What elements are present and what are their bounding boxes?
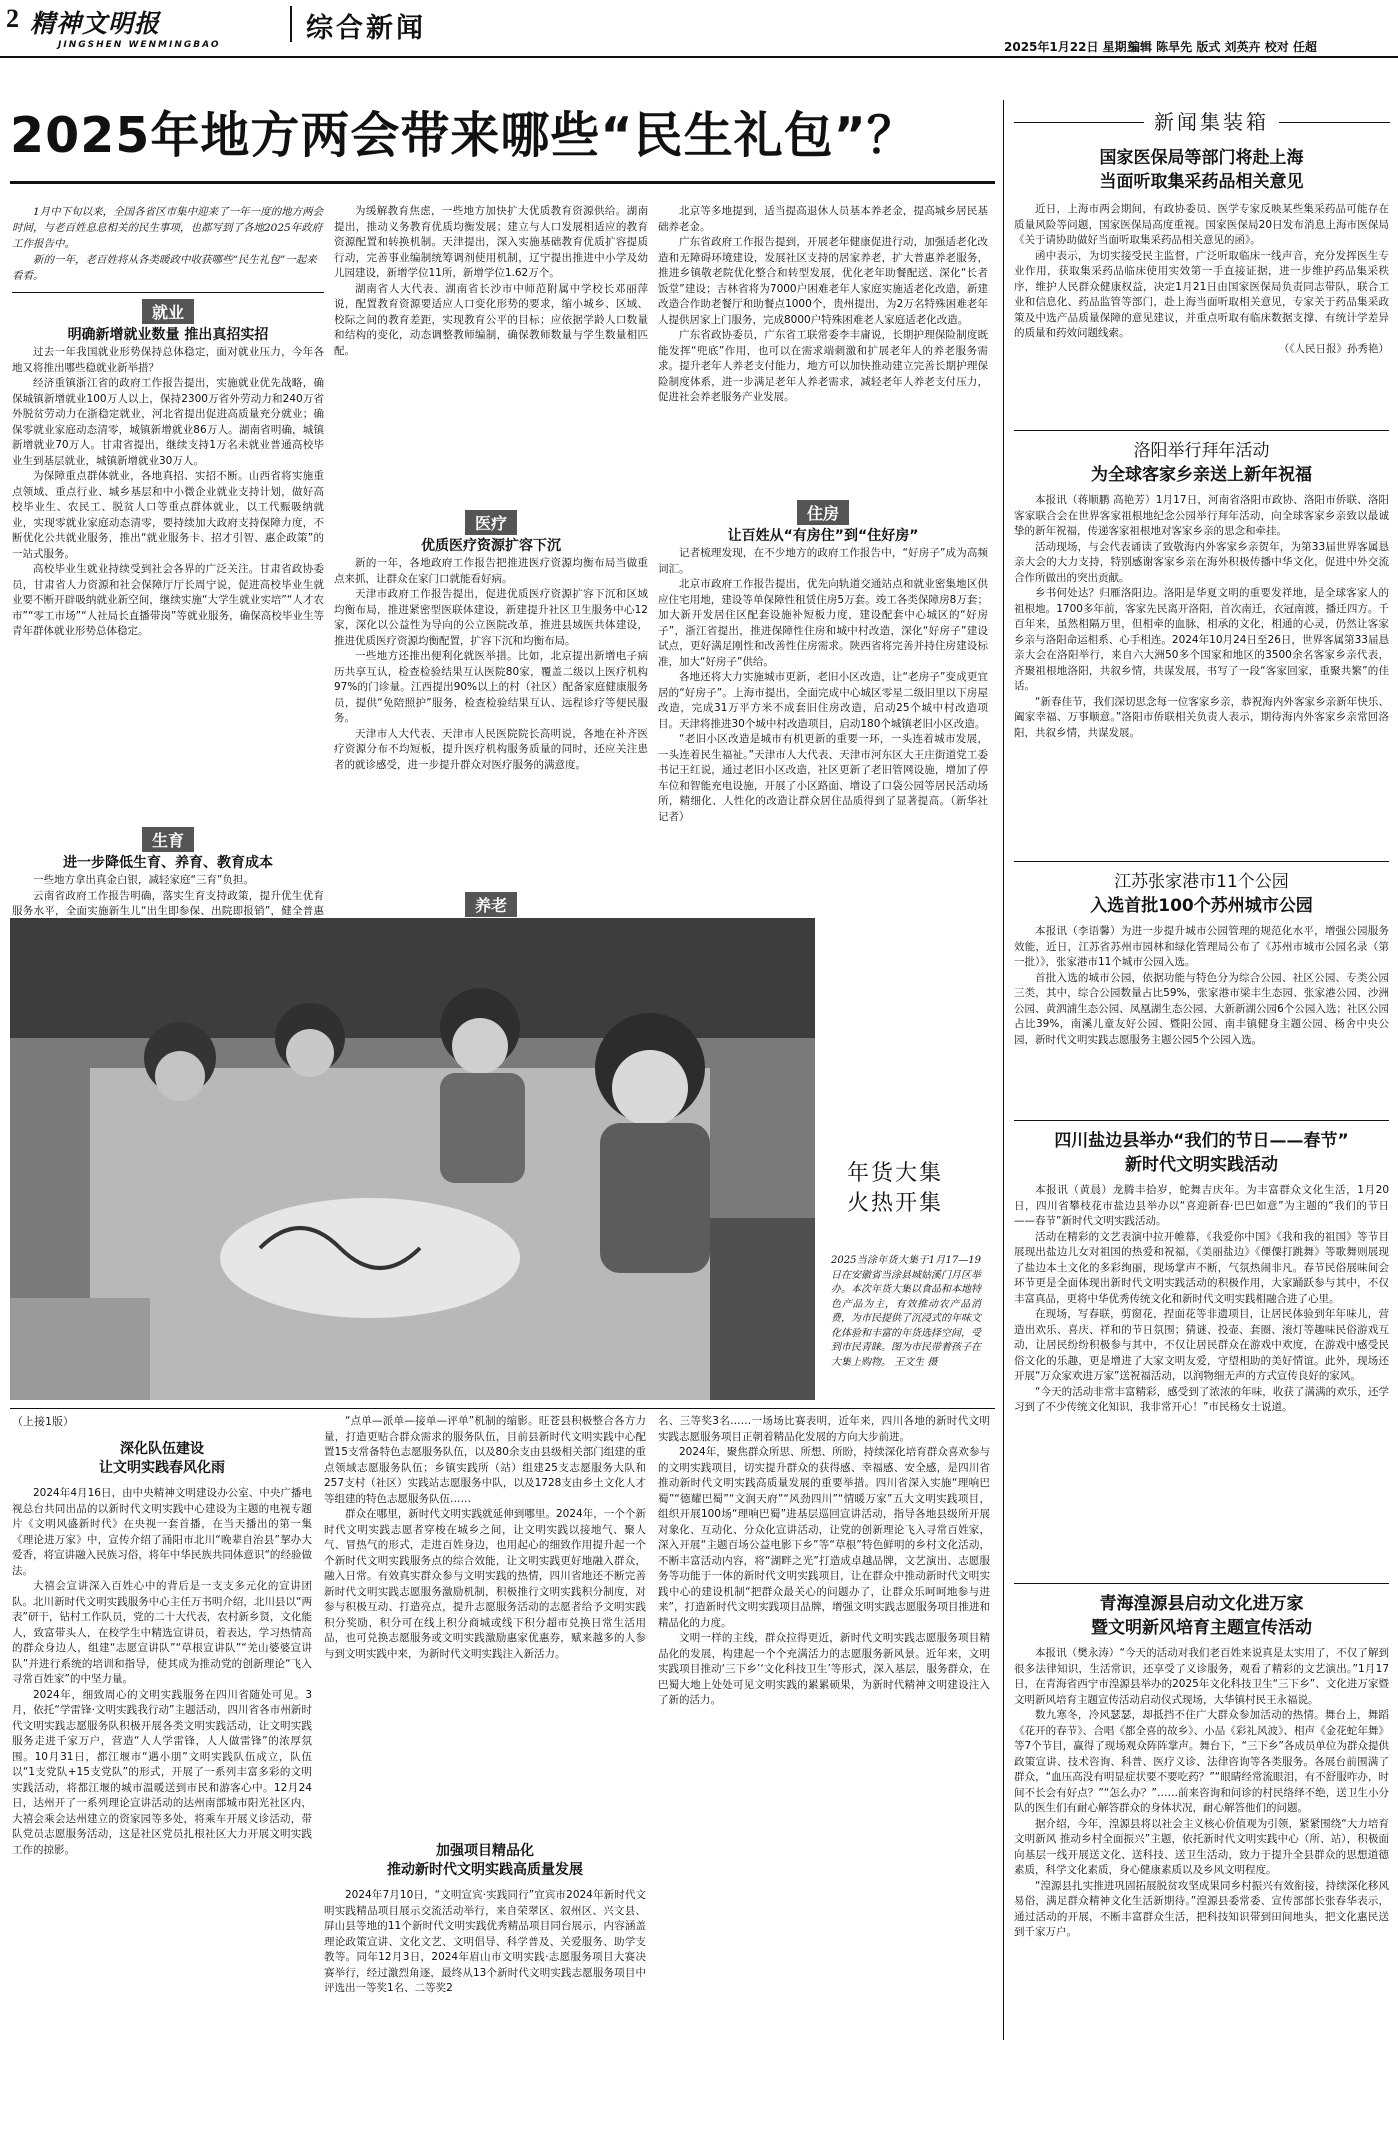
- medical-para-2: 天津市政府工作报告提出，促进优质医疗资源扩容下沉和区域均衡布局，推进紧密型医联体建设，新建提升社区卫生服务中心12家，深化以公益性为导向的公立医院改革，推进县域医共体建设，推进优质医疗资源均衡配置，扩容下沉和均衡布局。: [334, 588, 648, 647]
- medical-para-4: 天津市人大代表、天津市人民医院院长高明说，各地在补齐医疗资源分布不均短板，提升医疗机构服务质量的同时，还应关注患者的就诊感受，进一步提升群众对医疗服务的满意度。: [334, 727, 648, 771]
- subtitle-housing: 让百姓从“有房住”到“住好房”: [727, 528, 919, 544]
- photo-title-2: 火热开集: [846, 1191, 943, 1216]
- sidebar-item-1-para-3: （《人民日报》孙秀艳）: [1278, 342, 1389, 355]
- sidebar-item-2-para-3: 乡书何处达？归雁洛阳边。洛阳是华夏文明的重要发祥地，是全球客家人的祖根地。1700多年前，客家先民离开洛阳，首次南迁，衣冠南渡，播迁四方。千百年来，虽然相隔万里，但相牵的血脉，相承的文化，相通的心灵，仍然让客家乡亲与洛阳命运相系、心手相连。2024年10月24日至26日，世界客属第33届恳亲大会在洛阳举行，来自六大洲50多个国家和地区的3500余名客家乡亲代表，齐聚祖根地洛阳，共叙乡情，共谋发展，书写了一段“客家回家，重聚共繁”的佳话。: [1014, 587, 1389, 692]
- column-2: [334, 204, 648, 998]
- continued-subtitle-2b: 推动新时代文明实践高质量发展: [387, 1862, 583, 1878]
- sidebar-item-5-title-b: 暨文明新风培育主题宣传活动: [1091, 1618, 1312, 1638]
- sidebar-item-4-para-4: “今天的活动非常丰富精彩，感受到了浓浓的年味，收获了满满的欢乐，还学习到了不少传统文化知识，我非常开心！”市民杨女士说道。: [1014, 1385, 1389, 1413]
- continued-c3-para-2: 2024年，聚焦群众所思、所想、所盼，持续深化培育群众喜欢参与的文明实践项目，切实提升群众的获得感、幸福感、安全感，是四川省推动新时代文明实践高质量发展的重要举措。四川省深入实施“理响巴蜀”“德耀巴蜀”“文润天府”“风劲四川”“情暖万家”五大文明实践项目，组织开展100场“理响巴蜀”进基层巡回宣讲活动，指导各地县级所开展对象化、互动化、分众化宣讲活动，让党的创新理论飞入寻常百姓家，深入开展“主题百场公益电影下乡”等“草根”特色鲜明的乡村文化活动，不断丰富活动内容，将“湖畔之光”打造成卓越品牌，文艺演出、志愿服务等功能于一体的新时代文明实践项目，让在群众中推动新时代文明实践中心的建设机制“把群众最关心的问题办了，让群众乐呵呵地参与进来”，打造新时代文明实践项目品牌，增强文明实践志愿服务项目推进和精品化的力度。: [658, 1446, 990, 1629]
- continued-col-2: [324, 1414, 646, 2038]
- tag-employment: 就业: [142, 299, 194, 324]
- sidebar-item-2-para-4: “新春佳节，我们深切思念每一位客家乡亲，恭祝海内外客家乡亲新年快乐、阖家幸福、万事顺意。”洛阳市侨联相关负责人表示，期待海内外客家乡亲常回洛阳，共叙乡情，共谋发展。: [1014, 695, 1389, 739]
- childcare-para-1: 一些地方拿出真金白银，减轻家庭“三育”负担。: [33, 874, 254, 886]
- photo-caption-box: [815, 918, 995, 1400]
- sidebar-item-3-para-1: 本报讯（李语馨）为进一步提升城市公园管理的规范化水平，增强公园服务效能，近日，江苏省苏州市园林和绿化管理局公布了《苏州市城市公园名录（第一批）》，张家港市11个城市公园入选。: [1014, 925, 1389, 968]
- lead-para-1: 1月中下旬以来，全国各省区市集中迎来了一年一度的地方两会时间，与老百姓息息相关的民生事项，也都写到了各地2025年政府工作报告中。: [12, 206, 324, 250]
- employment-para-1: 过去一年我国就业形势保持总体稳定，面对就业压力，今年各地又将推出哪些稳就业新举措？: [12, 346, 324, 374]
- sidebar-item-4-title-a: 四川盐边县举办“我们的节日——春节”: [1054, 1131, 1349, 1151]
- subtitle-childcare: 进一步降低生育、养育、教育成本: [63, 855, 273, 871]
- page-number: 2: [6, 4, 19, 33]
- continued-subtitle-1b: 让文明实践春风化雨: [99, 1460, 225, 1476]
- continued-c1-para-3: 2024年，细致周心的文明实践服务在四川省随处可见。3月，依托“学雷锋·文明实践我行动”主题活动，四川省各市州新时代文明实践志愿服务队积极开展各类文明实践活动，让文明实践服务走进千家万户，营造“人人学雷锋，人人做雷锋”的浓厚氛围。10月31日，都江堰市“遇小朋”文明实践队伍成立，队伍以“1支党队+15支党队”的形式，开展了一系列丰富多彩的文明实践活动，将都江堰的城市温暖送到市民和游客心中。12月24日，达州开了一系列理论宣讲活动的达州南部城市阳光社区内，大禧会乘会达州建立的资家园等多处，将乘车开展义诊活动，带队党员志愿服务活动，这是社区党员扎根社区大力开展文明实践工作的掠影。: [12, 1688, 312, 1856]
- lead-para-2: 新的一年，老百姓将从各类暖政中收获哪些“民生礼包”一起来看看。: [12, 254, 317, 282]
- elderly-para-2: 北京等多地提到，适当提高退休人员基本养老金，提高城乡居民基础养老金。: [658, 205, 988, 233]
- headline-rule: [10, 181, 995, 184]
- continued-c3-para-1: 名、三等奖3名……一场场比赛表明，近年来，四川各地的新时代文明实践志愿服务项目正朝着精品化发展的方向大步前进。: [658, 1415, 990, 1443]
- employment-para-2: 经济重镇浙江省的政府工作报告提出，实施就业优先战略，确保城镇新增就业100万人以上，保持2300万省外劳动力和240万省外脱贫劳动力在浙稳定就业，河北省提出促进高质量充分就业；确保零就业家庭动态清零，城镇新增就业86万人。湖南省明确，城镇新增就业70万人。甘肃省提出，继续支持1万名未就业普通高校毕业生到基层就业，城镇新增就业30万人。: [12, 377, 324, 467]
- column-3: [658, 204, 988, 886]
- tag-childcare: 生育: [142, 827, 194, 852]
- continued-c1-para-2: 大禧会宣讲深入百姓心中的背后是一支支多元化的宣讲团队。北川新时代文明实践服务中心主任万书明介绍，北川县以“两表”研干，钻村工作队员，党的二十大代表，农村新乡贤，文化能人，致富带头人，在校学生中精选宣讲员，着表达，学习热情高的群众身边人，组建“志愿宣讲队”“草根宣讲队”“羌山婆婆宣讲队”并进行系统的培训和指导，使其成为推动党的创新理论“飞入寻常百姓家”的中坚力量。: [12, 1580, 312, 1685]
- sidebar-item-3-title-b: 入选首批100个苏州城市公园: [1090, 896, 1313, 916]
- masthead-rule: [0, 56, 1398, 58]
- sidebar-item-1-para-2: 函中表示，为切实接受民主监督，广泛听取临床一线声音，充分发挥医生专业作用，获取集采药品临床使用实效第一手直接证据，进一步维护药品集采秩序，维护人民群众健康权益，决定1月21日由国家医保局负责同志带队，联合工业和信息化、药品监管等部门，赴上海当面听取相关意见，专家关于药品集采政策及中选产品质量保障的意见建议，并重点听取有临床数据支撑、有统计学差异的质量和药效问题线索。: [1014, 249, 1389, 339]
- paper-pinyin: JINGSHEN WENMINGBAO: [58, 40, 221, 50]
- continued-subtitle-2a: 加强项目精品化: [436, 1843, 534, 1859]
- sidebar-item-4-para-2: 活动在精彩的文艺表演中拉开帷幕，《我爱你中国》《我和我的祖国》等节目展现出盐边儿女对祖国的热爱和祝福，《美丽盐边》《傈僳打跳舞》等歌舞则展现了盐边本土文化的多彩绚丽，现场掌声不断，气氛热闹非凡。春节民俗展味间会环节更是全面体现出新时代文明实践活动的积极作用，大家踊跃参与其中，不仅丰富真品，更将中华优秀传统文化和新时代文明实践相融合进了心里。: [1014, 1230, 1389, 1305]
- sidebar-item-4-para-1: 本报讯（黄晨）龙腾丰拾岁，蛇舞吉庆年。为丰富群众文化生活，1月20日，四川省攀枝花市盐边县举办以“喜迎新春·巴巴如意”为主题的“我们的节日——春节”新时代文明实践活动。: [1014, 1184, 1389, 1227]
- mid-rule: [10, 1408, 995, 1409]
- housing-para-2: 北京市政府工作报告提出，优先向轨道交通站点和就业密集地区供应住宅用地，建设等单保障性租赁住房5万套。竣工各类保障房8万套；加大新开发居住区配套设施补短板力度，建设配套中心城区的“好房子”，浙江省提出，推进保障性住房和城中村改造，深化“好房子”建设试点，更好满足刚性和改善性住房需求。陕西省将完善并持住房建设标准，加大“好房子”供给。: [658, 578, 988, 668]
- photo-title-1: 年货大集: [846, 1161, 943, 1186]
- sidebar-item-5-para-4: “湟源县扎实推进巩固拓展脱贫攻坚成果同乡村振兴有效衔接，持续深化移风易俗，满足群众精神文化生活新期待。”湟源县委常委、宣传部部长张春华表示，通过活动的开展，不断丰富群众生活，把科技知识带到田间地头，把文化惠民送到千家万户。: [1014, 1879, 1389, 1938]
- photo-illustration: [10, 918, 815, 1400]
- sidebar-item-2-para-2: 活动现场，与会代表诵读了致敬海内外客家乡亲贺年，为第33届世界客属恳亲大会的大力支持，特别感谢客家乡亲在海外积极传播中华文化，促进中外交流合作所做出的突出贡献。: [1014, 540, 1389, 584]
- tag-elderly: 养老: [465, 892, 517, 917]
- continued-c2-para-2: 群众在哪里，新时代文明实践就延伸到哪里。2024年，一个个新时代文明实践志愿者穿梭在城乡之间，让文明实践以接地气、聚人气、冒热气的形式，走进百姓身边，也用起心的细致作用提升起一个个新时代文明实践服务点的综合效能，让文明实践更好地融入群众，融入日常。有效真实群众参与文明实践的热情，四川省地还不断完善新时代文明实践志愿服务激励机制，积极推行文明实践积分制度，对参与积极互动、打造亮点，提升志愿服务活动的志愿者给予文明实践积分奖励，积分可在线上积分商城或线下积分超市兑换日常生活用品，也可兑换志愿服务或文明实践激励惠家优惠券，赋来越多的人参与到文明实践中来，为新时代文明实践注入新活力。: [324, 1508, 646, 1660]
- sidebar-item-3-title-a: 江苏张家港市11个公园: [1114, 872, 1289, 892]
- tag-medical: 医疗: [465, 510, 517, 535]
- continued-c2b-para-1: 2024年7月10日，“文明宣宾·实践同行”宜宾市2024年新时代文明实践精品项目展示交流活动举行，来自荣翠区、叙州区、兴文县、屏山县等地的11个新时代文明实践优秀精品项目同台展示，内容涵盖理论政策宣讲、文化文艺、文明倡导、科学普及、关爱服务、助学支教等。同年12月3日，2024年眉山市文明实践·志愿服务项目大赛决赛举行，经过激烈角逐，最终从13个新时代文明实践志愿服务项目中评选出一等奖1名、二等奖2: [324, 1889, 646, 1994]
- employment-para-4: 高校毕业生就业持续受到社会各界的广泛关注。甘肃省政协委员，甘肃省人力资源和社会保障厅厅长周宁说，促进高校毕业生就业要不断开辟吸纳就业新空间，继续实施“大学生就业实培”“人才农市”“零工市场”“人社局长直播带岗”等就业服务，确保高校毕业生等青年群体就业形势总体稳定。: [12, 563, 324, 637]
- sidebar-item-1-title-b: 当面听取集采药品相关意见: [1099, 172, 1304, 192]
- photo-caption: 2025当涂年货大集于1月17—19日在安徽省当涂县城姑溪门月区举办。本次年货大集以食品和本地特色产品为主，有效推动农产品消费，为市民提供了沉浸式的年味文化体验和丰富的年货选择空间，受到市民青睐。图为市民带着孩子在大集上购物。 王文生 摄: [831, 1255, 981, 1368]
- sidebar-header-label: 新闻集装箱: [1144, 106, 1279, 135]
- sidebar-item-3-para-2: 首批入选的城市公园，依据功能与特色分为综合公园、社区公园、专类公园三类，其中，综合公园数量占比59%，张家港市梁丰生态园、张家港公园、沙洲公园、黄泗浦生态公园、凤凰湖生态公园、大新新湖公园6个公园入选；社区公园占比39%，南溪儿童友好公园、暨阳公园、南丰镇健身主题公园、杨舍中央公园，新时代文明实践志愿服务主题公园5个公园入选。: [1014, 971, 1389, 1046]
- sidebar-item-4-para-3: 在现场，写春联，剪窗花，捏面花等非遗项目，让居民体验到年年味儿，营造出欢乐、喜庆、祥和的节日氛围；猜谜、投壶、套圈、滚灯等趣味民俗游戏互动，让居民纷纷积极参与其中，不仅让居民群众在游戏中欢度，在游戏中感受民俗文化的乐趣，更是增进了大家文明友爱，守望相助的美好情谊。此外，现场还开展“万众家欢进万家”送祝福活动，以润物细无声的方式宣传良好的家风。: [1014, 1308, 1389, 1382]
- sidebar-item-5-para-2: 数九寒冬，冷风瑟瑟，却抵挡不住广大群众参加活动的热情。舞台上，舞蹈《花开的春节》、合唱《都全喜的故乡》、小品《彩礼风波》、相声《金花蛇年舞》等7个节目，赢得了现场观众阵阵掌声。舞台下，“三下乡”各成员单位为群众提供政策宣讲、技术咨询、科普、医疗义诊、法律咨询等各类服务。各展台前围满了群众，“血压高没有明显症状要不要吃药？”“眼睛经常流眼泪，有不舒服咋办，时间不长会有好点？”“怎么办？”……前来咨询和问诊的村民络绎不绝，送卫生小分队的医生们有耐心解答群众的身体状况，耐心解答他们的问题。: [1014, 1709, 1389, 1814]
- tag-housing: 住房: [797, 500, 849, 525]
- housing-para-1: 记者梳理发现，在不少地方的政府工作报告中，“好房子”成为高频词汇。: [658, 547, 988, 575]
- continued-note: （上接1版）: [12, 1415, 74, 1428]
- sidebar-item-2-title-a: 洛阳举行拜年活动: [1133, 441, 1270, 461]
- main-headline: 2025年地方两会带来哪些“民生礼包”？: [10, 107, 917, 164]
- section-name: 综合新闻: [306, 13, 426, 44]
- sidebar-item-2-para-1: 本报讯（蒋顺鹏 高艳芳）1月17日，河南省洛阳市政协、洛阳市侨联、洛阳客家联合会在世界客家祖根地纪念公园举行拜年活动，向全球客家乡亲致以最诚挚的新年祝福，传递客家祖根地对客家乡亲的思念和牵挂。: [1014, 494, 1389, 537]
- sidebar-header: [1014, 100, 1389, 140]
- sidebar-item-1-title-a: 国家医保局等部门将赴上海: [1099, 148, 1304, 168]
- sidebar-item-4-title-b: 新时代文明实践活动: [1125, 1155, 1278, 1175]
- sidebar-item-1-para-1: 近日，上海市两会期间，有政协委员、医学专家反映某些集采药品可能存在质量风险等问题，国家医保局高度重视。国家医保局20日发布消息上海市医保局《关于请协助做好当面听取集采药品相关意见的函》。: [1014, 203, 1389, 246]
- news-sidebar: [1003, 100, 1389, 2040]
- market-photo: [10, 918, 815, 1400]
- childcare-para-4: 湖南省人大代表、湖南省长沙市中师范附属中学校长邓丽萍说，配置教育资源要适应人口变化形势的要求，缩小城乡、区域、校际之间的教育差距，实现教育公平的目标；应依据学龄人口数量和结构的变化，动态调整教师编制，确保教师数量与学生数量相匹配。: [334, 282, 648, 357]
- housing-para-4: “老旧小区改造是城市有机更新的重要一环，一头连着城市发展，一头连着民生福祉。”天津市人大代表、天津市河东区大王庄街道党工委书记王红说，通过老旧小区改造，社区更新了老旧管网设施，增加了停车位和智能充电设施，开展了小区路面、增设了口袋公园等居民活动场所，精细化、人性化的改造让群众居住品质得到了显著提高。（新华社记者）: [658, 733, 988, 823]
- continued-c3-para-3: 文明一样的主线，群众拉得更近，新时代文明实践志愿服务项目精品化的发展，构建起一个个充满活力的志愿服务新风景。近年来，文明实践项目推动‘三下乡’‘文化科技卫生’等形式，深入基层，服务群众，在巴蜀大地上处处可见文明实践的累累硕果，为新时代精神文明建设注入了新的活力。: [658, 1632, 990, 1706]
- date-line: 2025年1月22日 星期三: [1004, 40, 1139, 54]
- continued-subtitle-1a: 深化队伍建设: [120, 1441, 204, 1457]
- continued-c2-para-1: “点单—派单—接单—评单”机制的缩影。旺苍县积极整合各方力量，打造更贴合群众需求的服务队伍，目前县新时代文明实践中心配置15支常备特色志愿服务队伍，以及80余支由县级相关部门组建的重点领域志愿服务队伍；乡镇实践所（站）组建25支志愿服务大队和257支村（社区）实践站志愿服务中队，以及1728支由乡土文化人才等组建的特色志愿服务队伍……: [324, 1415, 646, 1505]
- paper-name: 精神文明报: [30, 9, 161, 38]
- masthead: [0, 0, 1398, 58]
- continued-c1-para-1: 2024年4月16日，由中央精神文明建设办公室、中央广播电视总台共同出品的以新时代文明实践中心建设为主题的电视专题片《文明风盛新时代》在央视一套首播，在当天播出的第一集《理论进万家》中，宣传介绍了涌阳市北川“晚辈自治县”挈办大爱香，将宣讲融入民族习俗，将年中华民族共同体意识“的经验做法。: [12, 1487, 312, 1577]
- lead-block: [12, 204, 324, 973]
- medical-para-1: 新的一年，各地政府工作报告把推进医疗资源均衡布局当做重点来抓，让群众在家门口就能看好病。: [334, 557, 648, 585]
- medical-para-3: 一些地方还推出便利化就医举措。比如，北京提出新增电子病历共享互认，检查检验结果互认医院80家，覆盖二级以上医疗机构97%的门诊量。江西提出90%以上的村（社区）配备家庭健康服务员，提供“免陪照护”服务，检查检验结果互认、远程诊疗等便民服务。: [334, 650, 648, 724]
- sidebar-item-5-para-3: 据介绍，今年，湟源县将以社会主义核心价值观为引领，紧紧围绕“大力培育文明新风 推动乡村全面振兴”主题，依托新时代文明实践中心（所、站），积极面向基层一线开展送文化、送科技、送卫生活动，致力于提升全县群众的思想道德素质，科学文化素质，身心健康素质以及乡风文明程度。: [1014, 1817, 1389, 1876]
- employment-para-3: 为保障重点群体就业，各地真招、实招不断。山西省将实施重点领域、重点行业、城乡基层和中小微企业就业支持计划，做好高校毕业生、农民工、脱贫人口等重点群体就业，以工代赈吸纳就业，实现零就业家庭动态清零，要持续加大政府支持保障力度，不断优化公共就业服务，推出“就业服务卡、招才引智、惠企政策”的一站式服务。: [12, 470, 324, 560]
- masthead-divider: [290, 6, 292, 42]
- sidebar-item-5-para-1: 本报讯（樊永涛）“今天的活动对我们老百姓来说真是太实用了，不仅了解到很多法律知识，生活常识，还享受了义诊服务，观看了精彩的文艺演出。”1月17日，在青海省西宁市湟源县举办的2025年文化科技卫生“三下乡”、文化进万家暨文明新风培育主题宣传活动启动仪式现场，大华镇村民王永福说。: [1014, 1647, 1389, 1706]
- continued-col-3: [658, 1414, 990, 2038]
- editor-credits: 编辑 陈旱先 版式 刘英卉 校对 任超: [1128, 40, 1317, 54]
- subtitle-employment: 明确新增就业数量 推出真招实招: [67, 327, 269, 343]
- continued-col-1: [12, 1414, 312, 2026]
- subtitle-medical: 优质医疗资源扩容下沉: [421, 538, 561, 554]
- housing-para-3: 各地还将大力实施城市更新，老旧小区改造，让“老房子”变成更宜居的“好房子”。上海市提出，全面完成中心城区零星二级旧里以下房屋改造，完成31万平方米不成套旧住房改造，启动25个城中村改造项目。天津将推进30个城中村改造项目，启动180个城镇老旧小区改造。: [658, 671, 988, 730]
- elderly-para-3: 广东省政府工作报告提到，开展老年健康促进行动，加强适老化改造和无障碍环境建设，发展社区支持的居家养老，扩大普惠养老服务，推进乡镇敬老院优化整合和转型发展，优化老年助餐配送、深化“长者饭堂”建设；吉林省将为7000户困难老年人家庭实施适老化改造，新建改造合作助老餐厅和助餐点1000个，贵州提出，为2万名特殊困难老年人提供居家上门服务，完成8000户特殊困难老人家庭适老化改造。: [658, 236, 988, 326]
- sidebar-item-5-title-a: 青海湟源县启动文化进万家: [1099, 1594, 1304, 1614]
- sidebar-item-2-title-b: 为全球客家乡亲送上新年祝福: [1091, 465, 1312, 485]
- childcare-para-2: 云南省政府工作报告明确，落实生育支持政策，提升优生优育服务水平，全面实施新生儿“出生即参保、出院即报销”，健全普惠: [12, 889, 324, 917]
- childcare-para-3: 为缓解教育焦虑，一些地方加快扩大优质教育资源供给。湖南提出，推动义务教育优质均衡发展；建立与人口发展相适应的教育资源配置和转换机制。天津提出，深入实施基础教育优质扩容提质行动，完善事业编制统筹调剂使用机制，辽宁提出推进中小学及幼儿园建设，新增学位11所，新增学位1.62万个。: [334, 205, 648, 279]
- elderly-para-4: 广东省政协委员，广东省工联常委李丰庸说，长期护理保险制度既能发挥“兜底”作用，也可以在需求端刺激和扩展老年人的养老服务需求。提升老年人养老支付能力，地方可以加快推动建立完善长期护理保险制度体系，进一步满足老年人养老需求，减轻老年人养老支付压力，促进社会养老服务产业发展。: [658, 329, 988, 403]
